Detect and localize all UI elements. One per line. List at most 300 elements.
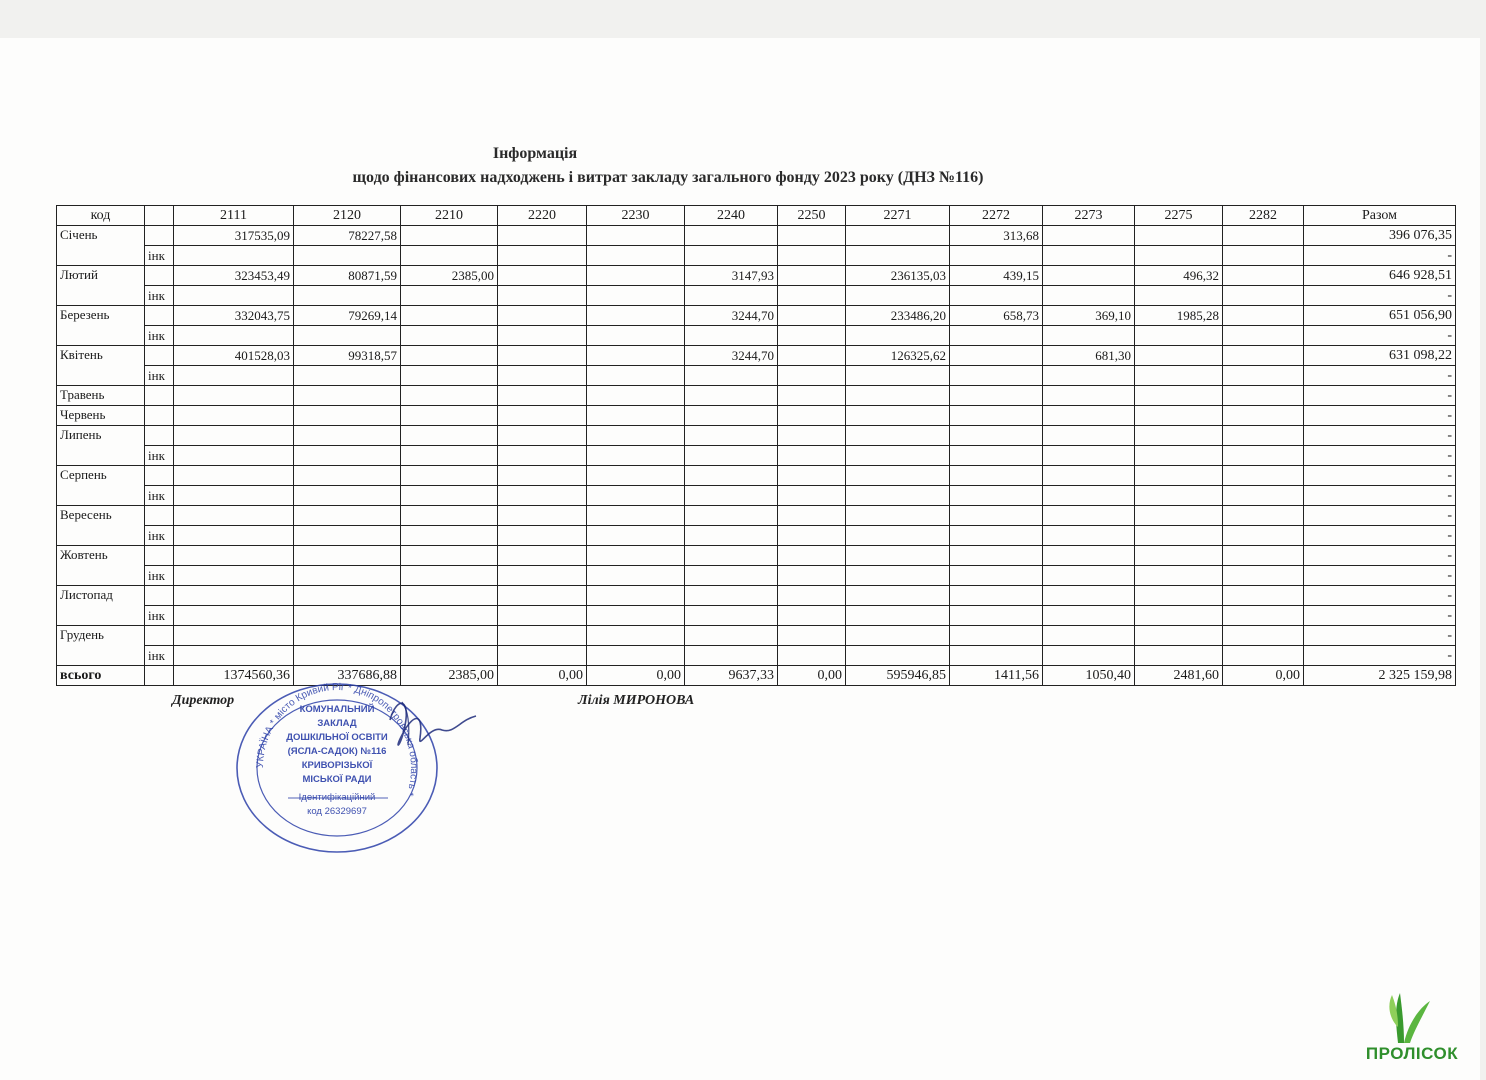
column-header: 2120 bbox=[294, 206, 401, 226]
subtype-label: інк bbox=[145, 446, 174, 466]
amount-cell bbox=[294, 506, 401, 526]
row-total: 396 076,35 bbox=[1304, 226, 1456, 246]
amount-cell bbox=[498, 466, 587, 486]
amount-cell bbox=[587, 466, 685, 486]
subtype-label: інк bbox=[145, 566, 174, 586]
amount-cell bbox=[778, 606, 846, 626]
column-header: 2271 bbox=[846, 206, 950, 226]
grand-total: 2 325 159,98 bbox=[1304, 666, 1456, 686]
amount-cell bbox=[498, 566, 587, 586]
amount-cell bbox=[587, 486, 685, 506]
amount-cell bbox=[587, 306, 685, 326]
amount-cell bbox=[174, 426, 294, 446]
amount-cell bbox=[1223, 486, 1304, 506]
amount-cell: 80871,59 bbox=[294, 266, 401, 286]
amount-cell bbox=[1043, 506, 1135, 526]
amount-cell bbox=[1223, 246, 1304, 266]
amount-cell bbox=[778, 626, 846, 646]
subtype-label: інк bbox=[145, 326, 174, 346]
column-header: 2230 bbox=[587, 206, 685, 226]
amount-cell bbox=[778, 386, 846, 406]
amount-cell bbox=[950, 626, 1043, 646]
row-total: - bbox=[1304, 526, 1456, 546]
amount-cell bbox=[1135, 506, 1223, 526]
amount-cell bbox=[498, 306, 587, 326]
amount-cell bbox=[1043, 546, 1135, 566]
amount-cell bbox=[1135, 486, 1223, 506]
amount-cell: 681,30 bbox=[1043, 346, 1135, 366]
amount-cell bbox=[950, 566, 1043, 586]
totals-label: всього bbox=[57, 666, 145, 686]
stamp-line: ЗАКЛАД bbox=[317, 718, 357, 729]
month-subrow bbox=[57, 486, 1456, 506]
amount-cell bbox=[1135, 626, 1223, 646]
amount-cell bbox=[778, 406, 846, 426]
column-total: 2481,60 bbox=[1135, 666, 1223, 686]
amount-cell bbox=[174, 246, 294, 266]
amount-cell: 99318,57 bbox=[294, 346, 401, 366]
amount-cell bbox=[498, 626, 587, 646]
amount-cell: 2385,00 bbox=[401, 266, 498, 286]
month-row bbox=[57, 266, 1456, 286]
row-total: - bbox=[1304, 566, 1456, 586]
column-header: 2210 bbox=[401, 206, 498, 226]
amount-cell bbox=[587, 326, 685, 346]
amount-cell bbox=[294, 546, 401, 566]
amount-cell bbox=[950, 546, 1043, 566]
amount-cell bbox=[778, 486, 846, 506]
row-total: - bbox=[1304, 586, 1456, 606]
subtype-cell bbox=[145, 386, 174, 406]
amount-cell bbox=[685, 226, 778, 246]
amount-cell bbox=[685, 506, 778, 526]
finance-table bbox=[56, 205, 1456, 686]
amount-cell bbox=[950, 346, 1043, 366]
amount-cell bbox=[498, 646, 587, 666]
amount-cell bbox=[685, 386, 778, 406]
amount-cell bbox=[1135, 566, 1223, 586]
amount-cell bbox=[498, 486, 587, 506]
amount-cell bbox=[778, 326, 846, 346]
stamp-line: код 26329697 bbox=[307, 806, 367, 817]
amount-cell bbox=[401, 346, 498, 366]
amount-cell bbox=[498, 426, 587, 446]
amount-cell bbox=[1223, 506, 1304, 526]
amount-cell bbox=[1043, 606, 1135, 626]
amount-cell bbox=[685, 286, 778, 306]
subtype-label: інк bbox=[145, 526, 174, 546]
row-total: - bbox=[1304, 646, 1456, 666]
column-total: 0,00 bbox=[498, 666, 587, 686]
amount-cell bbox=[685, 626, 778, 646]
amount-cell bbox=[401, 306, 498, 326]
amount-cell bbox=[498, 446, 587, 466]
amount-cell bbox=[587, 346, 685, 366]
amount-cell bbox=[950, 466, 1043, 486]
column-header: Разом bbox=[1304, 206, 1456, 226]
amount-cell bbox=[1223, 586, 1304, 606]
column-total: 595946,85 bbox=[846, 666, 950, 686]
amount-cell bbox=[401, 626, 498, 646]
month-row bbox=[57, 386, 1456, 406]
amount-cell bbox=[1223, 306, 1304, 326]
amount-cell bbox=[778, 466, 846, 486]
amount-cell: 79269,14 bbox=[294, 306, 401, 326]
amount-cell bbox=[1043, 366, 1135, 386]
amount-cell bbox=[498, 386, 587, 406]
subtype-cell bbox=[145, 426, 174, 446]
amount-cell bbox=[846, 446, 950, 466]
amount-cell bbox=[1135, 466, 1223, 486]
amount-cell bbox=[950, 286, 1043, 306]
amount-cell bbox=[778, 426, 846, 446]
amount-cell: 496,32 bbox=[1135, 266, 1223, 286]
amount-cell: 439,15 bbox=[950, 266, 1043, 286]
amount-cell bbox=[1135, 386, 1223, 406]
subtype-label: інк bbox=[145, 366, 174, 386]
director-signature bbox=[372, 690, 492, 760]
amount-cell bbox=[174, 646, 294, 666]
amount-cell bbox=[401, 446, 498, 466]
amount-cell bbox=[1043, 486, 1135, 506]
amount-cell bbox=[1135, 366, 1223, 386]
row-total: - bbox=[1304, 546, 1456, 566]
amount-cell bbox=[950, 646, 1043, 666]
amount-cell bbox=[778, 446, 846, 466]
amount-cell bbox=[685, 526, 778, 546]
amount-cell bbox=[1223, 606, 1304, 626]
month-name: Грудень bbox=[57, 626, 145, 666]
amount-cell bbox=[1043, 246, 1135, 266]
amount-cell bbox=[846, 246, 950, 266]
amount-cell bbox=[1135, 406, 1223, 426]
month-name: Березень bbox=[57, 306, 145, 346]
column-header: 2272 bbox=[950, 206, 1043, 226]
amount-cell bbox=[950, 246, 1043, 266]
amount-cell bbox=[587, 386, 685, 406]
amount-cell bbox=[294, 486, 401, 506]
amount-cell bbox=[1043, 646, 1135, 666]
month-name: Червень bbox=[57, 406, 145, 426]
amount-cell bbox=[685, 406, 778, 426]
amount-cell bbox=[846, 366, 950, 386]
month-subrow bbox=[57, 526, 1456, 546]
amount-cell: 401528,03 bbox=[174, 346, 294, 366]
amount-cell bbox=[778, 506, 846, 526]
amount-cell bbox=[174, 586, 294, 606]
amount-cell bbox=[1135, 346, 1223, 366]
row-total: - bbox=[1304, 606, 1456, 626]
amount-cell bbox=[1135, 326, 1223, 346]
amount-cell bbox=[294, 326, 401, 346]
amount-cell bbox=[587, 546, 685, 566]
amount-cell bbox=[587, 246, 685, 266]
amount-cell bbox=[1043, 266, 1135, 286]
amount-cell bbox=[1135, 246, 1223, 266]
amount-cell bbox=[294, 426, 401, 446]
month-subrow bbox=[57, 606, 1456, 626]
amount-cell bbox=[587, 286, 685, 306]
amount-cell bbox=[778, 566, 846, 586]
amount-cell bbox=[401, 406, 498, 426]
subtype-cell bbox=[145, 226, 174, 246]
amount-cell bbox=[1043, 566, 1135, 586]
amount-cell bbox=[294, 406, 401, 426]
amount-cell bbox=[1135, 526, 1223, 546]
subtype-cell bbox=[145, 266, 174, 286]
amount-cell bbox=[294, 526, 401, 546]
amount-cell: 236135,03 bbox=[846, 266, 950, 286]
column-total: 1050,40 bbox=[1043, 666, 1135, 686]
month-row bbox=[57, 346, 1456, 366]
column-header: 2273 bbox=[1043, 206, 1135, 226]
stamp-line: МІСЬКОЇ РАДИ bbox=[302, 774, 372, 785]
amount-cell bbox=[498, 586, 587, 606]
month-row bbox=[57, 586, 1456, 606]
amount-cell bbox=[1223, 226, 1304, 246]
amount-cell bbox=[778, 266, 846, 286]
month-row bbox=[57, 466, 1456, 486]
month-name: Травень bbox=[57, 386, 145, 406]
amount-cell bbox=[401, 226, 498, 246]
amount-cell bbox=[1223, 466, 1304, 486]
amount-cell bbox=[401, 526, 498, 546]
amount-cell bbox=[174, 526, 294, 546]
amount-cell bbox=[294, 626, 401, 646]
amount-cell bbox=[401, 466, 498, 486]
stamp-line: ДОШКІЛЬНОЇ ОСВІТИ bbox=[286, 732, 388, 743]
month-subrow bbox=[57, 646, 1456, 666]
amount-cell bbox=[1135, 446, 1223, 466]
subtype-cell bbox=[145, 626, 174, 646]
amount-cell bbox=[1223, 566, 1304, 586]
amount-cell bbox=[1043, 226, 1135, 246]
month-subrow bbox=[57, 366, 1456, 386]
subtype-label: інк bbox=[145, 646, 174, 666]
amount-cell bbox=[685, 426, 778, 446]
month-name: Липень bbox=[57, 426, 145, 466]
amount-cell bbox=[174, 386, 294, 406]
column-total: 0,00 bbox=[1223, 666, 1304, 686]
amount-cell bbox=[778, 286, 846, 306]
month-row bbox=[57, 506, 1456, 526]
row-total: - bbox=[1304, 326, 1456, 346]
scan-margin-right bbox=[1480, 0, 1486, 1080]
subtype-cell bbox=[145, 306, 174, 326]
month-name: Листопад bbox=[57, 586, 145, 626]
amount-cell bbox=[778, 306, 846, 326]
amount-cell bbox=[401, 326, 498, 346]
amount-cell bbox=[846, 406, 950, 426]
month-row bbox=[57, 546, 1456, 566]
amount-cell bbox=[1223, 646, 1304, 666]
subtype-cell bbox=[145, 406, 174, 426]
amount-cell bbox=[401, 386, 498, 406]
prolisok-logo-text: ПРОЛІСОК bbox=[1365, 1044, 1459, 1063]
amount-cell bbox=[587, 646, 685, 666]
row-total: - bbox=[1304, 486, 1456, 506]
subtype-label: інк bbox=[145, 606, 174, 626]
amount-cell bbox=[846, 326, 950, 346]
amount-cell bbox=[174, 466, 294, 486]
amount-cell bbox=[498, 366, 587, 386]
amount-cell bbox=[498, 226, 587, 246]
month-name: Квітень bbox=[57, 346, 145, 386]
amount-cell: 3147,93 bbox=[685, 266, 778, 286]
amount-cell bbox=[1135, 606, 1223, 626]
month-row bbox=[57, 406, 1456, 426]
amount-cell bbox=[294, 246, 401, 266]
column-total: 1411,56 bbox=[950, 666, 1043, 686]
document-title: Інформація bbox=[492, 145, 578, 162]
amount-cell bbox=[1223, 546, 1304, 566]
amount-cell bbox=[685, 566, 778, 586]
amount-cell bbox=[846, 626, 950, 646]
row-total: - bbox=[1304, 626, 1456, 646]
amount-cell bbox=[778, 366, 846, 386]
month-row bbox=[57, 426, 1456, 446]
row-total: - bbox=[1304, 466, 1456, 486]
amount-cell: 313,68 bbox=[950, 226, 1043, 246]
amount-cell bbox=[846, 506, 950, 526]
director-name: Лілія МИРОНОВА bbox=[578, 693, 695, 708]
amount-cell bbox=[401, 606, 498, 626]
amount-cell bbox=[294, 586, 401, 606]
amount-cell bbox=[294, 446, 401, 466]
subtype-cell bbox=[145, 346, 174, 366]
amount-cell: 323453,49 bbox=[174, 266, 294, 286]
amount-cell bbox=[846, 586, 950, 606]
amount-cell bbox=[950, 326, 1043, 346]
amount-cell bbox=[294, 566, 401, 586]
amount-cell bbox=[401, 586, 498, 606]
amount-cell bbox=[950, 606, 1043, 626]
amount-cell bbox=[401, 566, 498, 586]
row-total: 646 928,51 bbox=[1304, 266, 1456, 286]
amount-cell bbox=[846, 646, 950, 666]
amount-cell bbox=[1223, 626, 1304, 646]
amount-cell bbox=[1223, 286, 1304, 306]
month-subrow bbox=[57, 446, 1456, 466]
amount-cell bbox=[294, 286, 401, 306]
amount-cell bbox=[846, 386, 950, 406]
month-row bbox=[57, 226, 1456, 246]
amount-cell bbox=[846, 466, 950, 486]
amount-cell bbox=[294, 466, 401, 486]
amount-cell bbox=[1135, 546, 1223, 566]
amount-cell bbox=[587, 526, 685, 546]
amount-cell bbox=[1223, 346, 1304, 366]
amount-cell bbox=[778, 586, 846, 606]
subtype-cell bbox=[145, 466, 174, 486]
amount-cell bbox=[778, 546, 846, 566]
amount-cell bbox=[498, 246, 587, 266]
amount-cell bbox=[1043, 466, 1135, 486]
amount-cell bbox=[401, 646, 498, 666]
amount-cell bbox=[1043, 406, 1135, 426]
amount-cell bbox=[778, 646, 846, 666]
amount-cell bbox=[950, 446, 1043, 466]
column-header: код bbox=[57, 206, 145, 226]
month-row bbox=[57, 306, 1456, 326]
row-total: - bbox=[1304, 366, 1456, 386]
amount-cell bbox=[401, 486, 498, 506]
column-total: 2385,00 bbox=[401, 666, 498, 686]
amount-cell bbox=[778, 526, 846, 546]
amount-cell bbox=[1135, 226, 1223, 246]
row-total: - bbox=[1304, 506, 1456, 526]
column-header: 2240 bbox=[685, 206, 778, 226]
director-label: Директор bbox=[172, 693, 235, 708]
month-name: Серпень bbox=[57, 466, 145, 506]
amount-cell bbox=[401, 246, 498, 266]
amount-cell bbox=[498, 526, 587, 546]
amount-cell bbox=[498, 346, 587, 366]
amount-cell bbox=[498, 406, 587, 426]
amount-cell bbox=[846, 606, 950, 626]
row-total: - bbox=[1304, 406, 1456, 426]
amount-cell bbox=[778, 346, 846, 366]
amount-cell bbox=[685, 446, 778, 466]
amount-cell bbox=[174, 566, 294, 586]
column-total: 0,00 bbox=[778, 666, 846, 686]
amount-cell bbox=[950, 426, 1043, 446]
stamp-line: Ідентифікаційний bbox=[298, 792, 376, 803]
amount-cell bbox=[587, 626, 685, 646]
amount-cell bbox=[401, 286, 498, 306]
stamp-outer-text: УКРАЇНА * місто Кривий Ріг * Дніпропетровська область * bbox=[254, 681, 420, 798]
column-header: 2275 bbox=[1135, 206, 1223, 226]
column-total: 9637,33 bbox=[685, 666, 778, 686]
amount-cell bbox=[587, 426, 685, 446]
amount-cell bbox=[174, 486, 294, 506]
amount-cell bbox=[1043, 286, 1135, 306]
amount-cell bbox=[846, 566, 950, 586]
amount-cell bbox=[587, 446, 685, 466]
amount-cell bbox=[778, 226, 846, 246]
month-name: Жовтень bbox=[57, 546, 145, 586]
column-total: 0,00 bbox=[587, 666, 685, 686]
amount-cell bbox=[1043, 526, 1135, 546]
amount-cell bbox=[1043, 426, 1135, 446]
amount-cell bbox=[174, 446, 294, 466]
amount-cell bbox=[294, 386, 401, 406]
amount-cell bbox=[950, 406, 1043, 426]
month-name: Вересень bbox=[57, 506, 145, 546]
amount-cell bbox=[174, 506, 294, 526]
amount-cell bbox=[1043, 626, 1135, 646]
amount-cell bbox=[685, 546, 778, 566]
amount-cell bbox=[846, 226, 950, 246]
amount-cell bbox=[1043, 326, 1135, 346]
amount-cell bbox=[1223, 526, 1304, 546]
row-total: - bbox=[1304, 246, 1456, 266]
amount-cell: 3244,70 bbox=[685, 346, 778, 366]
amount-cell bbox=[498, 286, 587, 306]
amount-cell bbox=[174, 406, 294, 426]
column-header: 2282 bbox=[1223, 206, 1304, 226]
amount-cell bbox=[1135, 286, 1223, 306]
amount-cell: 369,10 bbox=[1043, 306, 1135, 326]
amount-cell: 317535,09 bbox=[174, 226, 294, 246]
amount-cell bbox=[846, 426, 950, 446]
row-total: - bbox=[1304, 426, 1456, 446]
amount-cell bbox=[294, 366, 401, 386]
amount-cell bbox=[498, 546, 587, 566]
amount-cell bbox=[685, 646, 778, 666]
month-subrow bbox=[57, 326, 1456, 346]
stamp-line: КРИВОРІЗЬКОЇ bbox=[301, 760, 373, 771]
